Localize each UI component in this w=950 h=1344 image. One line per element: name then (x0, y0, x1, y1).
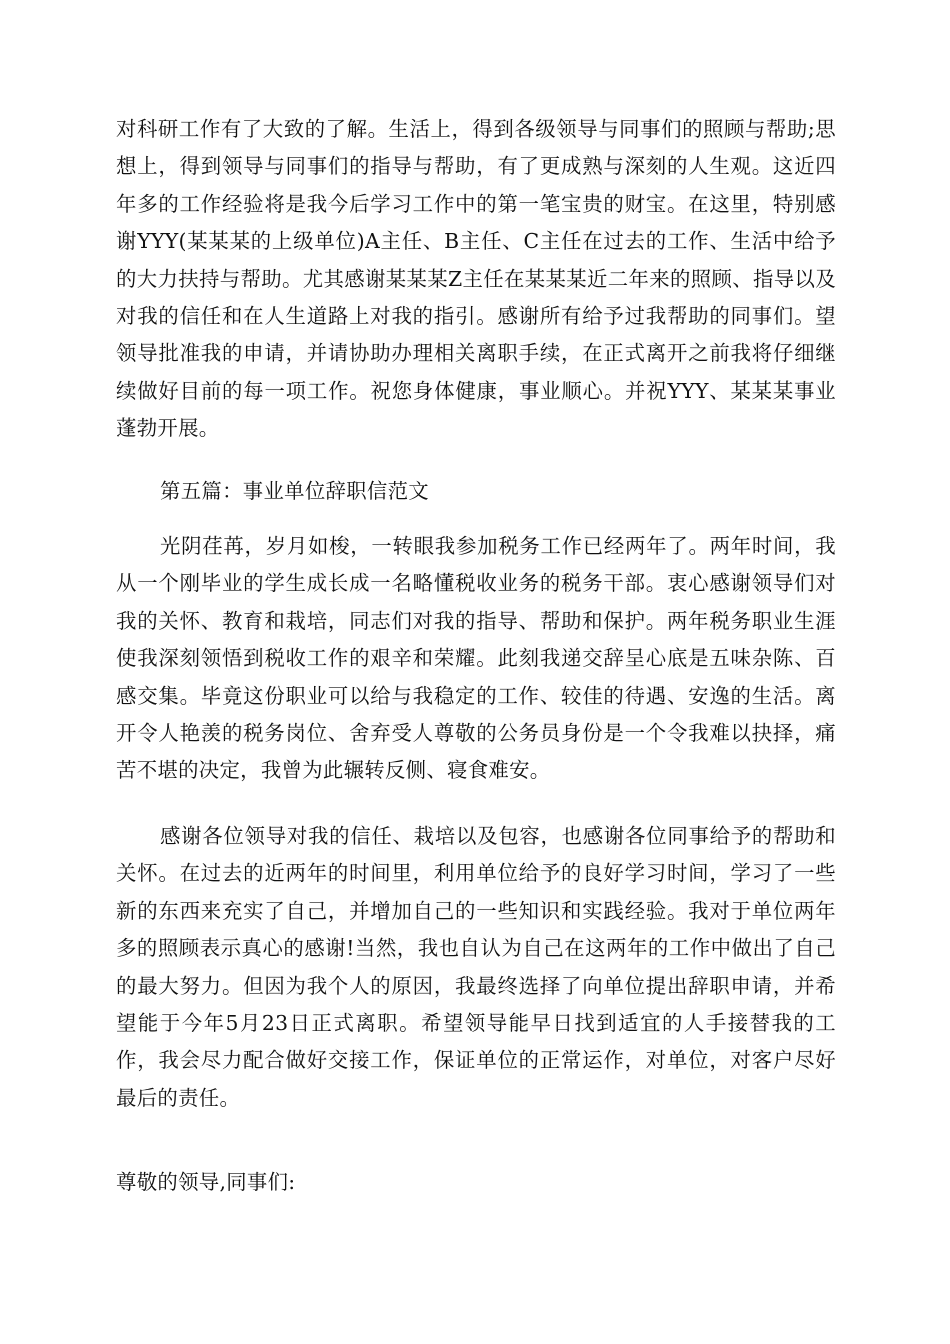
paragraph-continuation: 对科研工作有了大致的了解。生活上，得到各级领导与同事们的照顾与帮助;思想上，得到领导与同事们的指导与帮助，有了更成熟与深刻的人生观。这近四年多的工作经验将是我今后学习工作中的第一笔宝贵的财宝。在这里，特别感谢YYY(某某某的上级单位)A主任、B主任、C主任在过去的工作、生活中给予的大力扶持与帮助。尤其感谢某某某Z主任在某某某近二年来的照顾、指导以及对我的信任和在人生道路上对我的指引。感谢所有给予过我帮助的同事们。望领导批准我的申请，并请协助办理相关离职手续，在正式离开之前我将仔细继续做好目前的每一项工作。祝您身体健康，事业顺心。并祝YYY、某某某事业蓬勃开展。 (116, 117, 836, 441)
salutation: 尊敬的领导,同事们: (116, 1170, 296, 1194)
section-heading: 第五篇：事业单位辞职信范文 (160, 479, 429, 503)
paragraph-body-1: 光阴荏苒，岁月如梭，一转眼我参加税务工作已经两年了。两年时间，我从一个刚毕业的学生成长成一名略懂税收业务的税务干部。衷心感谢领导们对我的关怀、教育和栽培，同志们对我的指导、帮助和保护。两年税务职业生涯使我深刻领悟到税收工作的艰辛和荣耀。此刻我递交辞呈心底是五味杂陈、百感交集。毕竟这份职业可以给与我稳定的工作、较佳的待遇、安逸的生活。离开令人艳羡的税务岗位、舍弃受人尊敬的公务员身份是一个令我难以抉择，痛苦不堪的决定，我曾为此辗转反侧、寝食难安。 (116, 534, 836, 783)
paragraph-body-2: 感谢各位领导对我的信任、栽培以及包容，也感谢各位同事给予的帮助和关怀。在过去的近两年的时间里，利用单位给予的良好学习时间，学习了一些新的东西来充实了自己，并增加自己的一些知识和实践经验。我对于单位两年多的照顾表示真心的感谢!当然，我也自认为自己在这两年的工作中做出了自己的最大努力。但因为我个人的原因，我最终选择了向单位提出辞职申请，并希望能于今年5月23日正式离职。希望领导能早日找到适宜的人手接替我的工作，我会尽力配合做好交接工作，保证单位的正常运作，对单位，对客户尽好最后的责任。 (116, 824, 836, 1110)
